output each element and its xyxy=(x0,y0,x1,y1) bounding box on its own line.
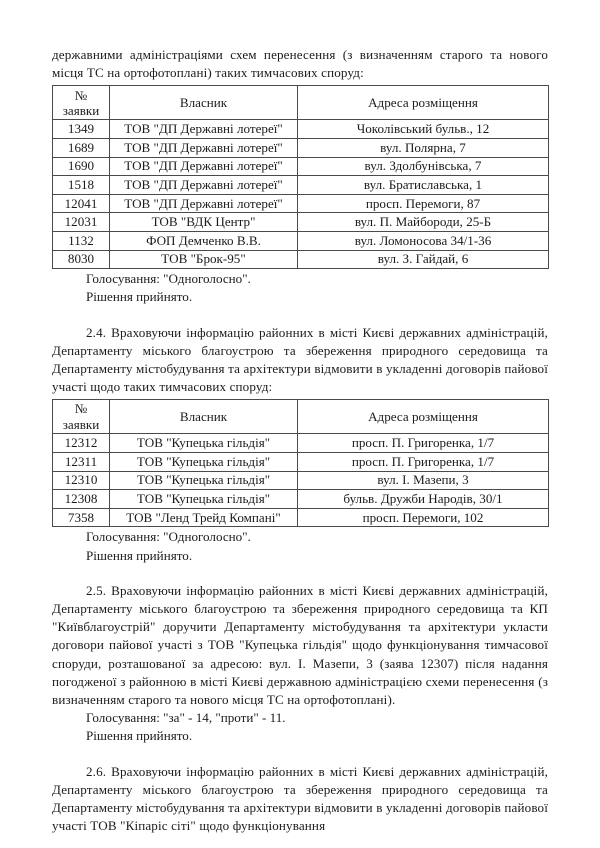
table-row xyxy=(53,157,549,176)
temporary-structures-table-2 xyxy=(52,399,549,527)
cell-owner: ТОВ "Купецька гільдія" xyxy=(110,452,298,471)
intro-paragraph: державними адміністраціями схем перенесення (з визначенням старого та нового місця ТС на ортофотоплані) таких тимчасових споруд: xyxy=(52,47,548,81)
decision-status-3: Рішення прийнято. xyxy=(86,728,193,744)
cell-owner: ТОВ "ДП Державні лотереї" xyxy=(110,194,298,213)
cell-address: вул. Полярна, 7 xyxy=(298,139,549,158)
table-row xyxy=(53,194,549,213)
cell-owner: ТОВ "ДП Державні лотереї" xyxy=(110,157,298,176)
table-1-header xyxy=(53,86,549,120)
cell-owner: ТОВ "Купецька гільдія" xyxy=(110,434,298,453)
temporary-structures-table-1 xyxy=(52,85,549,269)
cell-application-number: 12031 xyxy=(53,213,110,232)
cell-application-number: 7358 xyxy=(53,508,110,527)
header-num-line1: № xyxy=(74,87,88,103)
paragraph-spacer xyxy=(52,746,548,763)
cell-application-number: 1690 xyxy=(53,157,110,176)
decision-status-2: Рішення прийнято. xyxy=(86,547,193,563)
cell-owner: ТОВ "ДП Державні лотереї" xyxy=(110,139,298,158)
vote-result-1: Голосування: "Одноголосно". xyxy=(86,271,251,287)
cell-address: вул. З. Гайдай, 6 xyxy=(298,250,549,269)
decision-status-1: Рішення прийнято. xyxy=(86,289,193,305)
table-header-row xyxy=(53,400,549,434)
cell-application-number: 1132 xyxy=(53,231,110,250)
cell-application-number: 1349 xyxy=(53,120,110,139)
column-header-owner: Власник xyxy=(110,86,298,120)
table-header-row xyxy=(53,86,549,120)
cell-address: вул. П. Майбороди, 25-Б xyxy=(298,213,549,232)
header-num-line2: заявки xyxy=(62,416,100,432)
cell-application-number: 12310 xyxy=(53,471,110,490)
cell-address: просп. Перемоги, 87 xyxy=(298,194,549,213)
table-row xyxy=(53,250,549,269)
cell-application-number: 12312 xyxy=(53,434,110,453)
cell-owner: ФОП Демченко В.В. xyxy=(110,231,298,250)
page-content xyxy=(52,46,548,835)
vote-result-3: Голосування: "за" - 14, "проти" - 11. xyxy=(86,710,286,726)
cell-owner: ТОВ "Ленд Трейд Компані" xyxy=(110,508,298,527)
paragraph-spacer xyxy=(52,565,548,582)
cell-owner: ТОВ "ВДК Центр" xyxy=(110,213,298,232)
column-header-address: Адреса розміщення xyxy=(298,400,549,434)
table-row xyxy=(53,434,549,453)
cell-address: вул. Ломоносова 34/1-36 xyxy=(298,231,549,250)
table-row xyxy=(53,120,549,139)
column-header-owner: Власник xyxy=(110,400,298,434)
table-row xyxy=(53,471,549,490)
cell-application-number: 12041 xyxy=(53,194,110,213)
table-2-header xyxy=(53,400,549,434)
table-row xyxy=(53,213,549,232)
table-row xyxy=(53,508,549,527)
column-header-application-number xyxy=(53,400,110,434)
cell-owner: ТОВ "Купецька гільдія" xyxy=(110,471,298,490)
table-1-body xyxy=(53,120,549,269)
cell-application-number: 12308 xyxy=(53,490,110,509)
paragraph-2-5: 2.5. Враховуючи інформацію районних в місті Києві державних адміністрацій, Департаменту міського благоустрою та збереження природного середовища та КП "Київблагоустрій" доручити Департаменту містобудування та архітектури укласти договори пайової участі з ТОВ "Купецька гільдія" щодо функціонування тимчасової споруди, розташованої за адресою: вул. І. Мазепи, 3 (заява 12307) після надання погодженої з районною в місті Києві державною адміністрацією схеми перенесення (з визначенням старого та нового місця ТС на ортофотоплані). xyxy=(52,582,548,707)
cell-application-number: 8030 xyxy=(53,250,110,269)
column-header-address: Адреса розміщення xyxy=(298,86,549,120)
paragraph-spacer xyxy=(52,307,548,324)
cell-owner: ТОВ "Купецька гільдія" xyxy=(110,490,298,509)
cell-address: просп. П. Григоренка, 1/7 xyxy=(298,452,549,471)
cell-address: бульв. Дружби Народів, 30/1 xyxy=(298,490,549,509)
cell-application-number: 12311 xyxy=(53,452,110,471)
table-row xyxy=(53,231,549,250)
cell-address: вул. І. Мазепи, 3 xyxy=(298,471,549,490)
table-row xyxy=(53,139,549,158)
paragraph-2-4: 2.4. Враховуючи інформацію районних в місті Києві державних адміністрацій, Департаменту міського благоустрою та збереження природного середовища та Департаменту містобудування та архітектури відмовити в укладенні договорів пайової участі щодо таких тимчасових споруд: xyxy=(52,324,548,395)
header-num-line2: заявки xyxy=(62,102,100,118)
cell-address: вул. Здолбунівська, 7 xyxy=(298,157,549,176)
table-2-body xyxy=(53,434,549,527)
paragraph-2-6: 2.6. Враховуючи інформацію районних в місті Києві державних адміністрацій, Департаменту міського благоустрою та збереження природного середовища та Департаменту містобудування та архітектури відмовити в укладенні договорів пайової участі ТОВ "Кіпаріс сіті" щодо функціонування xyxy=(52,763,548,834)
cell-owner: ТОВ "ДП Державні лотереї" xyxy=(110,176,298,195)
column-header-application-number xyxy=(53,86,110,120)
table-row xyxy=(53,490,549,509)
cell-address: просп. Перемоги, 102 xyxy=(298,508,549,527)
vote-result-2: Голосування: "Одноголосно". xyxy=(86,529,251,545)
cell-address: Чоколівський бульв., 12 xyxy=(298,120,549,139)
cell-owner: ТОВ "Брок-95" xyxy=(110,250,298,269)
cell-application-number: 1518 xyxy=(53,176,110,195)
header-num-line1: № xyxy=(74,401,88,417)
cell-address: просп. П. Григоренка, 1/7 xyxy=(298,434,549,453)
table-row xyxy=(53,176,549,195)
cell-address: вул. Братиславська, 1 xyxy=(298,176,549,195)
cell-owner: ТОВ "ДП Державні лотереї" xyxy=(110,120,298,139)
table-row xyxy=(53,452,549,471)
cell-application-number: 1689 xyxy=(53,139,110,158)
